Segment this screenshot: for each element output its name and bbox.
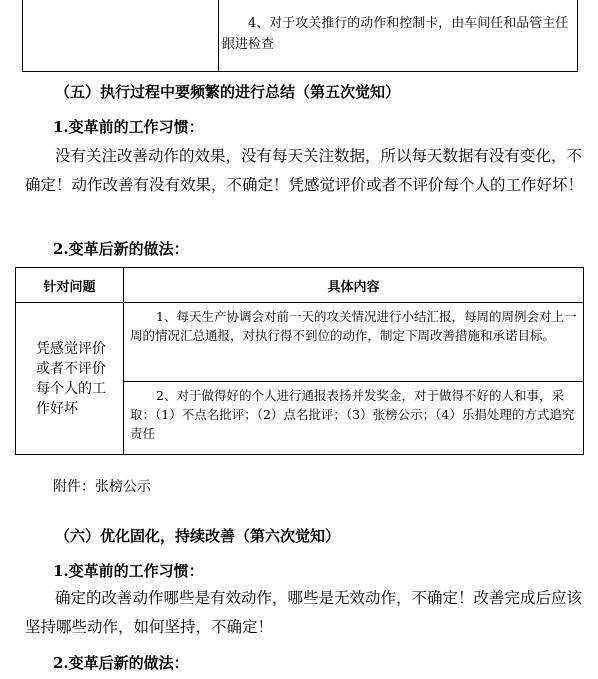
table-cell	[219, 0, 578, 72]
section-6-before-text: 确定的改善动作哪些是有效动作，哪些是无效动作，不确定！改善完成后应该坚持哪些动作，如何坚持，不确定！	[25, 589, 583, 636]
continued-table	[22, 0, 578, 72]
content-text: 2、对于做得好的个人进行通报表扬并发奖金，对于做得不好的人和事，采取：（1）不点名批评；（2）点名批评；（3）张榜公示；（4）乐捐处理的方式追究责任	[130, 388, 575, 441]
table-cell-empty	[23, 0, 219, 72]
attachment-note: 附件：张榜公示	[53, 479, 151, 495]
section-5-after-heading: 2.变革后新的做法：	[53, 240, 189, 258]
issue-cell: 凭感觉评价或者不评价每个人的工作好坏	[16, 303, 124, 455]
section-6-title: （六）优化固化，持续改善（第六次觉知）	[55, 527, 341, 545]
section-5-before-text: 没有关注改善动作的效果，没有每天关注数据，所以每天数据有没有变化，不确定！动作改善有没有效果，不确定！凭感觉评价或者不评价每个人的工作好坏！	[25, 147, 584, 194]
section-6-after-heading: 2.变革后新的做法：	[53, 654, 189, 672]
table-header-row	[16, 268, 584, 303]
section-6-before-heading: 1.变革前的工作习惯：	[53, 562, 204, 580]
content-text: 1、每天生产协调会对前一天的攻关情况进行小结汇报，每周的周例会对上一周的情况汇总通报，对执行得不到位的动作，制定下周改善措施和承诺目标。	[130, 309, 577, 343]
header-content: 具体内容	[124, 268, 584, 303]
table-row	[16, 303, 584, 382]
content-cell	[124, 303, 584, 382]
table-cell-text: 4、对于攻关推行的动作和控制卡，由车间任和品管主任跟进检查	[222, 16, 569, 52]
content-cell	[124, 382, 584, 455]
section-5-before-heading: 1.变革前的工作习惯：	[53, 118, 204, 136]
table-row	[23, 0, 578, 72]
measures-table	[15, 267, 584, 455]
section-5-title: （五）执行过程中要频繁的进行总结（第五次觉知）	[55, 83, 401, 101]
header-issue: 针对问题	[16, 268, 124, 303]
